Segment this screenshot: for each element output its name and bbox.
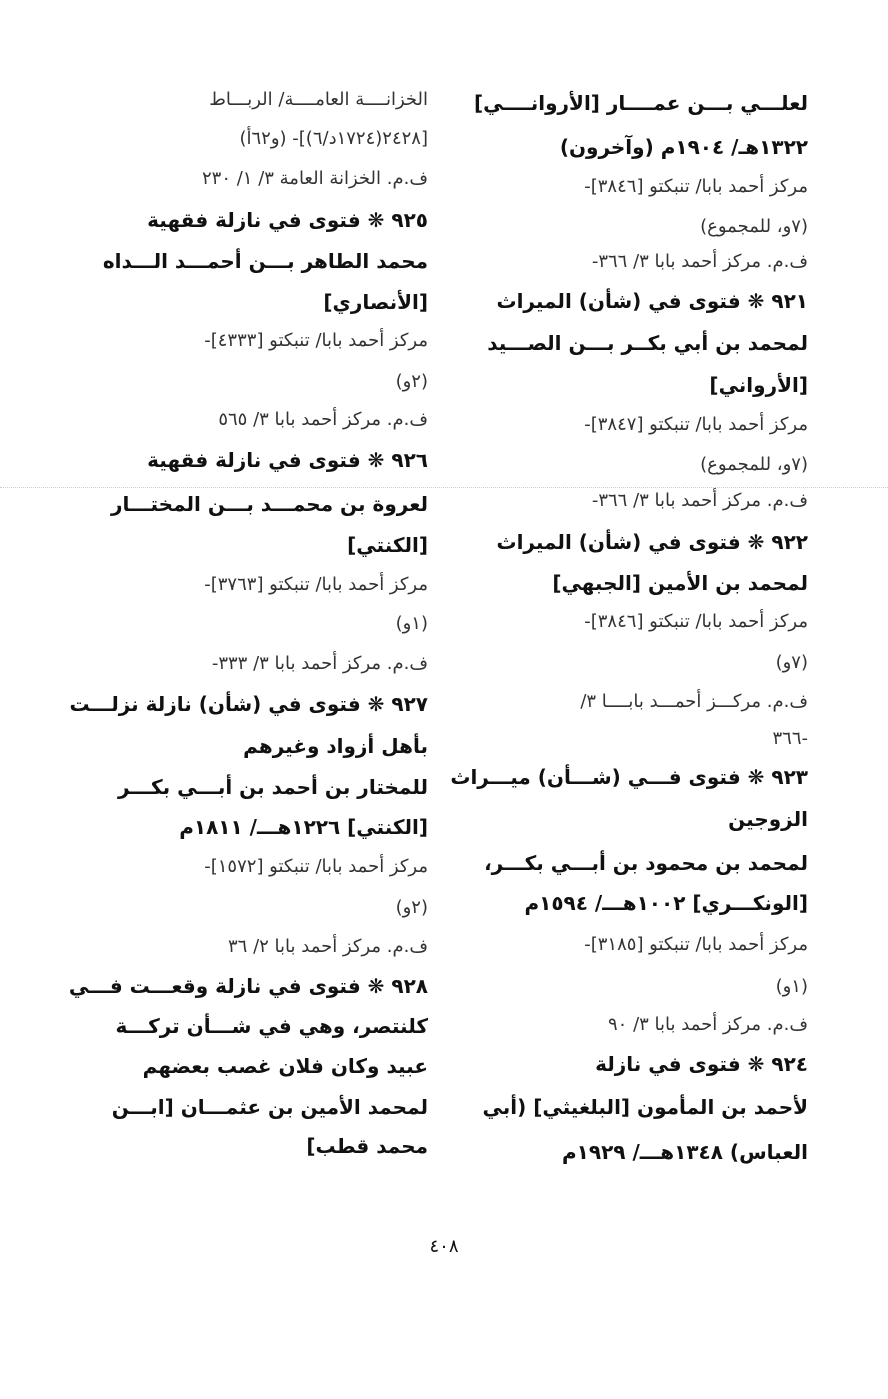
right-entry-line: مركز أحمد بابا/ تنبكتو [٣٨٤٦]- [584, 176, 808, 197]
right-entry-line: ف.م. مركز أحمد بابا ٣/ ٩٠ [608, 1014, 808, 1035]
left-entry-line: مركز أحمد بابا/ تنبكتو [٤٣٣٣]- [204, 330, 428, 351]
left-entry-line: مركز أحمد بابا/ تنبكتو [١٥٧٢]- [204, 856, 428, 877]
left-entry-line: للمختار بن أحمد بن أبـــي بكـــر [118, 775, 428, 799]
right-entry-line: ف.م. مركز أحمد بابا ٣/ ٣٦٦- [591, 490, 808, 511]
scan-artifact-rule [0, 487, 888, 489]
left-entry-line: بأهل أزواد وغيرهم [243, 734, 428, 758]
left-entry-line: (٢و) [395, 371, 428, 392]
right-entry-line: [الونكـــري] ١٠٠٢هـــ/ ١٥٩٤م [524, 891, 808, 915]
right-entry-line: (١و) [775, 976, 808, 997]
left-entry-line: [الأنصاري] [323, 290, 428, 314]
left-entry-line: مركز أحمد بابا/ تنبكتو [٣٧٦٣]- [204, 574, 428, 595]
left-entry-line: (١و) [395, 613, 428, 634]
right-entry-line: ٩٢٣ ❋ فتوى فـــي (شـــأن) ميـــراث [450, 765, 808, 789]
right-entry-line: الزوجين [728, 807, 808, 831]
right-entry-line: [الأرواني] [709, 373, 808, 397]
left-entry-line: [الكنتي] ١٢٢٦هـــ/ ١٨١١م [179, 815, 428, 839]
right-entry-line: لمحمد بن الأمين [الجبهي] [552, 571, 808, 595]
right-entry-line: لمحمد بن أبي بكــر بـــن الصـــيد [487, 331, 808, 355]
left-entry-line: ٩٢٧ ❋ فتوى في (شأن) نازلة نزلـــت [69, 692, 428, 716]
left-entry-line: ف.م. مركز أحمد بابا ٢/ ٣٦ [228, 936, 428, 957]
right-entry-line: (٧و) [775, 652, 808, 673]
right-entry-line: ١٣٢٢هـ/ ١٩٠٤م (وآخرون) [559, 135, 808, 159]
page-number: ٤٠٨ [429, 1236, 459, 1257]
left-entry-line: لعروة بن محمـــد بـــن المختـــار [110, 492, 428, 516]
left-entry-line: محمد قطب] [306, 1134, 428, 1158]
right-entry-line: مركز أحمد بابا/ تنبكتو [٣١٨٥]- [584, 934, 808, 955]
left-entry-line: ٩٢٦ ❋ فتوى في نازلة فقهية [147, 448, 428, 472]
left-entry-line: كلنتصر، وهي في شـــأن تركـــة [115, 1014, 428, 1038]
left-entry-line: لمحمد الأمين بن عثمـــان [ابـــن [111, 1095, 428, 1119]
left-entry-line: ٩٢٨ ❋ فتوى في نازلة وقعـــت فـــي [68, 974, 428, 998]
right-entry-line: ٩٢١ ❋ فتوى في (شأن) الميراث [496, 289, 808, 313]
left-entry-line: ف.م. مركز أحمد بابا ٣/ ٥٦٥ [218, 409, 428, 430]
right-entry-line: لمحمد بن محمود بن أبـــي بكـــر، [484, 851, 808, 875]
left-entry-line: [الكنتي] [347, 533, 428, 557]
right-entry-line: لأحمد بن المأمون [البلغيثي] (أبي [482, 1095, 808, 1119]
left-entry-line: ف.م. مركز أحمد بابا ٣/ ٣٣٣- [211, 653, 428, 674]
left-entry-line: محمد الطاهر بـــن أحمـــد الـــداه [102, 249, 428, 273]
right-entry-line: العباس) ١٣٤٨هـــ/ ١٩٢٩م [561, 1140, 808, 1164]
left-entry-line: [٢٤٢٨(١٧٢٤د/٦)]- (و٦٢أ) [239, 128, 428, 149]
right-entry-line: ٩٢٤ ❋ فتوى في نازلة [595, 1052, 808, 1076]
left-entry-line: ف.م. الخزانة العامة ٣/ ١/ ٢٣٠ [201, 168, 428, 189]
left-entry-line: (٢و) [395, 897, 428, 918]
right-entry-line: لعلـــي بـــن عمــــار [الأروانــــي] [474, 91, 808, 115]
left-entry-line: الخزانــــة العامــــة/ الربـــاط [209, 89, 428, 110]
right-entry-line: (٧و، للمجموع) [700, 454, 808, 475]
left-entry-line: ٩٢٥ ❋ فتوى في نازلة فقهية [147, 208, 428, 232]
left-entry-line: عبيد وكان فلان غصب بعضهم [142, 1054, 428, 1078]
right-entry-line: (٧و، للمجموع) [700, 216, 808, 237]
right-entry-line: ف.م. مركـــز أحمـــد بابــــا ٣/ [580, 691, 808, 712]
right-entry-line: -٣٦٦ [772, 728, 808, 749]
right-entry-line: مركز أحمد بابا/ تنبكتو [٣٨٤٦]- [584, 611, 808, 632]
right-entry-line: ف.م. مركز أحمد بابا ٣/ ٣٦٦- [591, 251, 808, 272]
right-entry-line: مركز أحمد بابا/ تنبكتو [٣٨٤٧]- [584, 414, 808, 435]
right-entry-line: ٩٢٢ ❋ فتوى في (شأن) الميراث [496, 530, 808, 554]
